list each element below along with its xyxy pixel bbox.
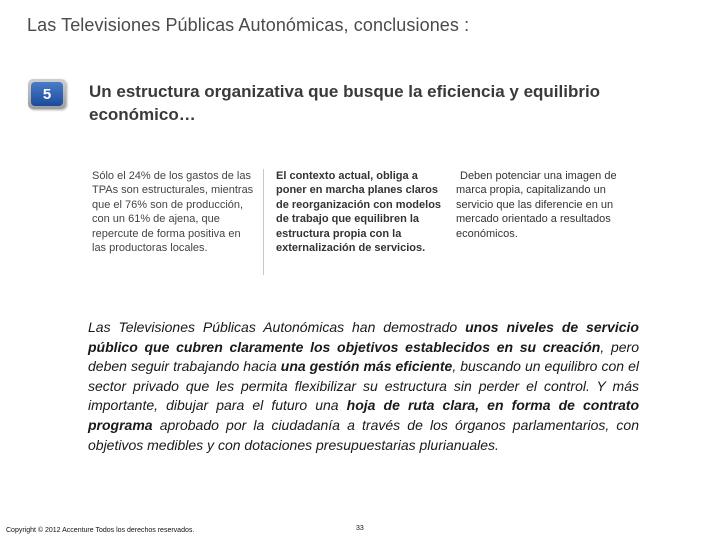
conclusion-text-1: Las Televisiones Públicas Autonómicas han demostrado: [88, 319, 466, 335]
conclusion-text-4: aprobado por la ciudadanía a través de los órganos parlamentarios, con objetivos medibles y con dotaciones presupuestarias plurianuales.: [88, 416, 639, 453]
conclusion-highlight-2: una gestión más eficiente: [280, 358, 453, 375]
slide-title: Las Televisiones Públicas Autonómicas, conclusiones :: [27, 15, 470, 35]
section-number: 5: [31, 82, 63, 106]
section-heading: Un estructura organizativa que busque la eficiencia y equilibrio económico…: [89, 82, 601, 124]
conclusion-highlight-3: hoja de ruta clara, en forma de contrato programa: [88, 397, 640, 433]
column-reorganization: El contexto actual, obliga a poner en marcha planes claros de reorganización con modelos de trabajo que equilibren la estructura propia con la externalización de servicios.: [276, 170, 442, 255]
conclusion-paragraph: [88, 318, 639, 455]
footer-copyright: Copyright © 2012 Accenture Todos los derechos reservados.: [6, 527, 195, 534]
page-number: 33: [356, 525, 364, 532]
conclusion-text-2: , pero deben seguir trabajando hacia: [88, 338, 639, 375]
conclusion-text-3: , buscando un equilibro con el sector privado que les permita flexibilizar su estructura sin perder el control. Y más importante, dibujar para el futuro una: [88, 358, 639, 414]
column-structural-costs: Sólo el 24% de los gastos de las TPAs son estructurales, mientras que el 76% son de producción, con un 61% de ajena, que repercute de forma positiva en las productoras locales.: [92, 169, 264, 275]
column-brand-image: Deben potenciar una imagen de marca propia, capitalizando un servicio que las diferencie en un mercado orientado a resultados económicos.: [456, 170, 617, 240]
conclusion-highlight-1: unos niveles de servicio público que cubren claramente los objetivos establecidos en su creación: [88, 319, 639, 355]
section-number-badge: [28, 79, 66, 109]
